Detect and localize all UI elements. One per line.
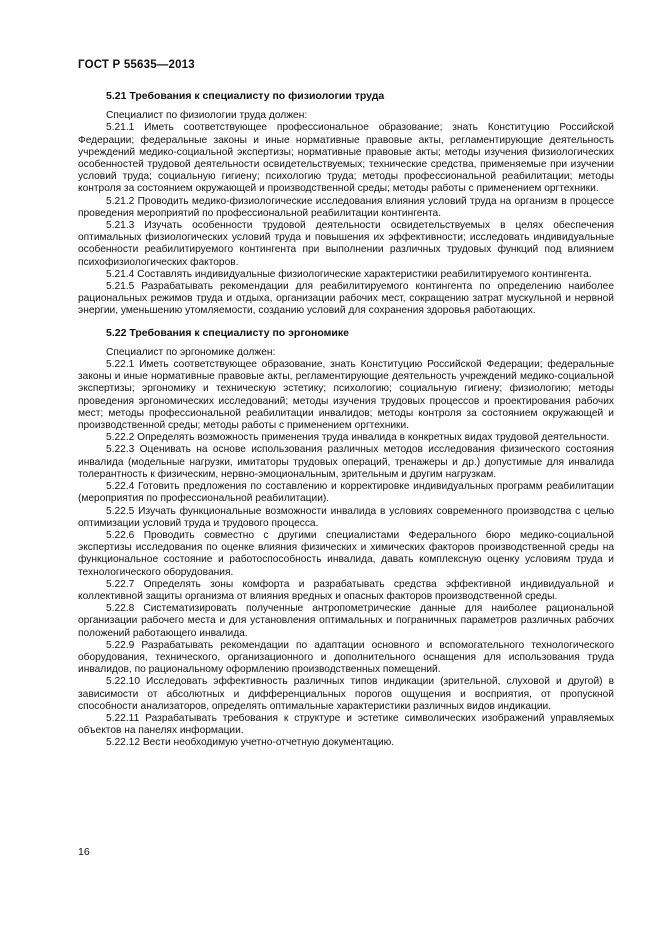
page-number: 16 (78, 846, 90, 858)
paragraph: 5.22.4 Готовить предложения по составлению и корректировке индивидуальных программ реабилитации (мероприятия по профессиональной реабилитации). (78, 481, 614, 505)
paragraph: 5.22.9 Разрабатывать рекомендации по адаптации основного и вспомогательного технологического оборудования, технического, организационного и дополнительного оснащения для использования труда инвалидов, по рациональному оформлению производственных помещений. (78, 639, 614, 676)
paragraph: Специалист по физиологии труда должен: (106, 110, 308, 122)
paragraph: 5.22.5 Изучать функциональные возможности инвалида в условиях современного производства с целью оптимизации условий труда и трудового процесса. (78, 505, 614, 529)
document-header: ГОСТ Р 55635—2013 (78, 59, 195, 71)
paragraph: 5.22.6 Проводить совместно с другими специалистами Федерального бюро медико-социальной экспертизы исследования по оценке влияния физических и химических факторов производственной среды на функциональное состояние и работоспособность инвалида, давать комплексную оценку условиям труда и технологического оборудования. (78, 529, 614, 578)
document-body (78, 90, 614, 750)
paragraph: 5.21.2 Проводить медико-физиологические исследования влияния условий труда на организм в процессе проведения мероприятий по профессиональной реабилитации контингента. (78, 195, 614, 219)
section-heading: 5.22 Требования к специалисту по эргономике (106, 326, 349, 339)
section-spacer (78, 318, 614, 327)
paragraph: 5.22.3 Оценивать на основе использования различных методов исследования физического состояния инвалида (модельные нагрузки, имитаторы трудовых операций, тренажеры и др.) допустимые для инвалида толерантность к физическим, нервно-эмоциональным, зрительным и другим нагрузкам. (78, 444, 614, 480)
paragraph: Специалист по эргономике должен: (106, 346, 276, 358)
paragraph: 5.22.11 Разрабатывать требования к структуре и эстетике символических изображений управляемых объектов на панелях информации. (78, 712, 614, 737)
paragraph: 5.21.1 Иметь соответствующее профессиональное образование; знать Конституцию Российской Федерации; федеральные законы и иные нормативные правовые акты, регламентирующие деятельность учреждений медико-социальной экспертизы; нормативные правовые акты; методы изучения физиологических особенностей трудовой деятельности освидетельствуемых; технические средства, применяемые при изучении условий труда; социальную гигиену; психологию труда; методы профессиональной реабилитации; методы контроля за состоянием окружающей и производственной среды; методы работы с применением оргтехники. (78, 122, 614, 195)
paragraph: 5.21.5 Разрабатывать рекомендации для реабилитируемого контингента по определению наиболее рациональных режимов труда и отдыха, организации рабочих мест, сокращению затрат мускульной и нервной энергии, уменьшению утомляемости, созданию условий для сохранения здоровья работающих. (78, 281, 614, 317)
paragraph: 5.21.3 Изучать особенности трудовой деятельности освидетельствуемых в целях обеспечения оптимальных физиологических условий труда и повышения их эффективности; исследовать индивидуальные особенности реабилитируемого контингента при выполнении различных трудовых функций под влиянием психофизиологических факторов. (78, 220, 614, 268)
paragraph: 5.22.12 Вести необходимую учетно-отчетную документацию. (106, 737, 395, 749)
paragraph: 5.22.8 Систематизировать полученные антропометрические данные для наиболее рациональной организации рабочего места и для установления оптимальных и пограничных параметров различных рабочих положений работающего инвалида. (78, 603, 614, 639)
paragraph: 5.22.1 Иметь соответствующее образование, знать Конституцию Российской Федерации; федеральные законы и иные нормативные правовые акты, регламентирующие деятельность учреждений медико-социальной экспертизы; эргономику и техническую эстетику; психологию; социальную гигиену; физиологию; методы проведения эргономических исследований; методы изучения трудовых процессов и проектирования рабочих мест; методы профессиональной реабилитации инвалидов; методы контроля за состоянием окружающей и производственной среды; методы работы с применением оргтехники. (78, 359, 614, 432)
paragraph: 5.21.4 Составлять индивидуальные физиологические характеристики реабилитируемого контингента. (106, 268, 592, 280)
paragraph: 5.22.2 Определять возможность применения труда инвалида в конкретных видах трудовой деятельности. (106, 432, 610, 444)
section-heading: 5.21 Требования к специалисту по физиологии труда (106, 90, 385, 102)
paragraph: 5.22.10 Исследовать эффективность различных типов индикации (зрительной, слуховой и другой) в зависимости от абсолютных и дифференциальных порогов ощущения и восприятия, от пропускной способности анализаторов, определять оптимальные характеристики различных видов индикации. (78, 676, 614, 712)
paragraph: 5.22.7 Определять зоны комфорта и разрабатывать средства эффективной индивидуальной и коллективной защиты организма от влияния вредных и опасных факторов производственной среды. (78, 578, 614, 602)
